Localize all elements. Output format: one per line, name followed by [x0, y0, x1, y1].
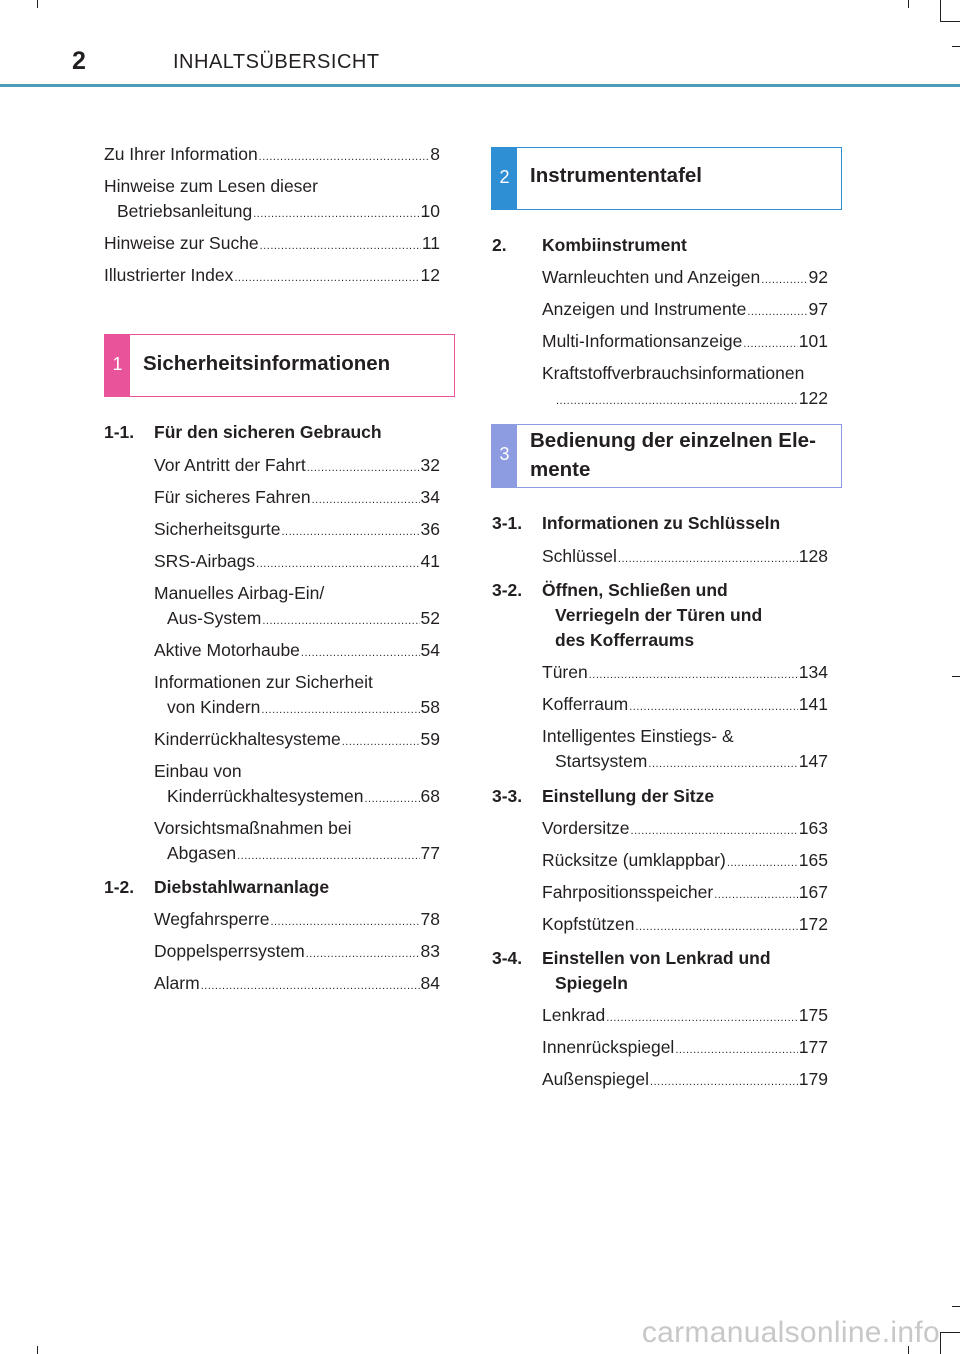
chapter-title-cont: mente [530, 458, 591, 481]
toc-entry[interactable]: Kofferraum ..... 141 [542, 693, 828, 718]
chapter-title: Instrumententafel [530, 164, 702, 187]
toc-entry[interactable]: Doppelsperrsystem ..... 83 [154, 940, 440, 965]
toc-entry-line1: Hinweise zum Lesen dieser [104, 176, 318, 196]
toc-entry[interactable]: Türen ..... 134 [542, 661, 828, 686]
toc-entry[interactable]: Anzeigen und Instrumente ..... 97 [542, 298, 828, 323]
crop-mark [37, 1346, 38, 1354]
toc-entry[interactable]: Abgasen ..... 77 [167, 842, 440, 867]
toc-entry[interactable]: Sicherheitsgurte ..... 36 [154, 518, 440, 543]
toc-entry[interactable]: Startsystem ..... 147 [555, 750, 828, 775]
toc-entry[interactable]: Alarm ..... 84 [154, 972, 440, 997]
toc-entry[interactable]: Innenrückspiegel ..... 177 [542, 1036, 828, 1061]
toc-entry[interactable]: Vor Antritt der Fahrt ..... 32 [154, 454, 440, 479]
toc-entry[interactable]: ..... 122 [555, 387, 828, 412]
chapter-title: Sicherheitsinformationen [143, 352, 391, 375]
crop-mark [952, 676, 960, 677]
page-header [0, 0, 960, 88]
toc-entry[interactable]: Lenkrad ..... 175 [542, 1004, 828, 1029]
chapter-heading-3[interactable] [491, 424, 842, 488]
section-heading-cont: des Kofferraums [555, 630, 695, 650]
running-title: INHALTSÜBERSICHT [173, 51, 380, 73]
toc-entry[interactable]: Wegfahrsperre ..... 78 [154, 908, 440, 933]
watermark: carmanualsonline.info [641, 1316, 940, 1349]
toc-entry[interactable]: Zu Ihrer Information ..... 8 [104, 143, 440, 168]
toc-entry-line1: Manuelles Airbag-Ein/ [154, 583, 325, 603]
toc-entry[interactable]: Rücksitze (umklappbar) ..... 165 [542, 849, 828, 874]
toc-entry[interactable]: Für sicheres Fahren ..... 34 [154, 486, 440, 511]
toc-entry[interactable]: Hinweise zur Suche ..... 11 [104, 232, 440, 257]
toc-entry[interactable]: Aktive Motorhaube ..... 54 [154, 639, 440, 664]
toc-entry[interactable]: Kopfstützen ..... 172 [542, 913, 828, 938]
chapter-title: Bedienung der einzelnen Ele- [530, 429, 816, 452]
section-heading: 1-1. Für den sicheren Gebrauch [104, 422, 382, 442]
toc-entry[interactable]: Kinderrückhaltesysteme ..... 59 [154, 728, 440, 753]
toc-entry-line1: Einbau von [154, 761, 242, 781]
toc-entry[interactable]: Aus-System ..... 52 [167, 607, 440, 632]
toc-entry-line1: Kraftstoffverbrauchsinformationen [542, 363, 805, 383]
section-heading: 2. Kombiinstrument [492, 235, 687, 255]
section-heading-cont: Verriegeln der Türen und [555, 605, 763, 625]
toc-entry[interactable]: von Kindern ..... 58 [167, 696, 440, 721]
section-heading-cont: Spiegeln [555, 973, 628, 993]
toc-entry[interactable]: Schlüssel ..... 128 [542, 545, 828, 570]
section-heading: 3-3. Einstellung der Sitze [492, 786, 715, 806]
page-number: 2 [72, 47, 86, 75]
toc-entry-line1: Vorsichtsmaßnahmen bei [154, 818, 352, 838]
toc-entry[interactable]: Illustrierter Index ..... 12 [104, 264, 440, 289]
toc-entry[interactable]: Multi-Informationsanzeige ..... 101 [542, 330, 828, 355]
toc-entry[interactable]: Warnleuchten und Anzeigen ..... 92 [542, 266, 828, 291]
toc-entry-line1: Informationen zur Sicherheit [154, 672, 373, 692]
toc-entry[interactable]: Außenspiegel ..... 179 [542, 1068, 828, 1093]
section-heading: 3-4. Einstellen von Lenkrad und [492, 948, 771, 968]
toc-entry[interactable]: Betriebsanleitung ..... 10 [117, 200, 440, 225]
chapter-number: 3 [499, 444, 510, 464]
section-heading: 1-2. Diebstahlwarnanlage [104, 877, 330, 897]
toc-entry[interactable]: Vordersitze ..... 163 [542, 817, 828, 842]
header-rule [0, 84, 960, 87]
section-heading: 3-2. Öffnen, Schließen und [492, 580, 728, 600]
crop-mark [940, 1332, 960, 1333]
toc-entry-line1: Intelligentes Einstiegs- & [542, 726, 734, 746]
toc-entry[interactable]: Fahrpositionsspeicher ..... 167 [542, 881, 828, 906]
toc-entry[interactable]: Kinderrückhaltesystemen ..... 68 [167, 785, 440, 810]
crop-mark [952, 1306, 960, 1307]
toc-entry[interactable]: SRS-Airbags ..... 41 [154, 550, 440, 575]
chapter-number: 1 [112, 354, 123, 374]
chapter-heading-2[interactable] [491, 147, 842, 210]
section-heading: 3-1. Informationen zu Schlüsseln [492, 513, 781, 533]
chapter-number: 2 [499, 167, 510, 187]
chapter-heading-1[interactable] [104, 334, 455, 397]
crop-mark [940, 1332, 941, 1354]
